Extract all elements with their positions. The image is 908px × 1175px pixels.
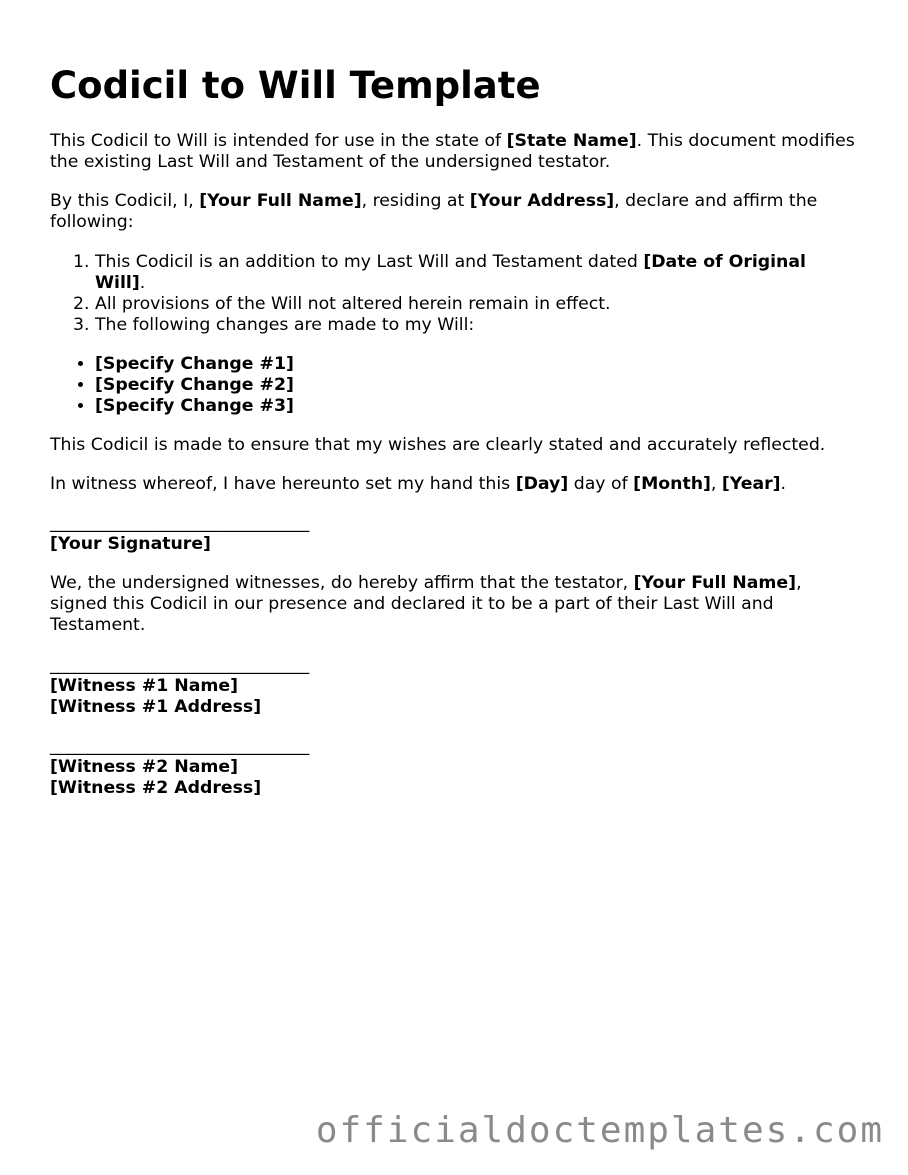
change-1-placeholder: [Specify Change #1] bbox=[95, 354, 294, 374]
signature-line: ______________________________ bbox=[50, 655, 310, 675]
witness-1-name: [Witness #1 Name] bbox=[50, 676, 239, 696]
signature-line: ______________________________ bbox=[50, 736, 310, 756]
list-item bbox=[95, 354, 294, 375]
list-item bbox=[95, 252, 860, 294]
item1-text: This Codicil is an addition to my Last Will and Testament dated bbox=[95, 252, 644, 272]
site-watermark: officialdoctemplates.com bbox=[315, 1110, 884, 1151]
affirmation-paragraph bbox=[50, 573, 860, 636]
declaration-text-2: , residing at bbox=[361, 191, 470, 211]
month-placeholder: [Month] bbox=[633, 474, 711, 494]
testator-signature-block bbox=[50, 513, 309, 555]
list-item bbox=[95, 396, 294, 417]
declaration-text-1: By this Codicil, I, bbox=[50, 191, 200, 211]
affirmation-text-2: , signed this Codicil in our presence and declared it to be a part of their Last Will and Testament. bbox=[50, 573, 802, 635]
purpose-paragraph: This Codicil is made to ensure that my wishes are clearly stated and accurately reflected. bbox=[50, 435, 826, 455]
declaration-paragraph bbox=[50, 191, 860, 233]
witness-2-address: [Witness #2 Address] bbox=[50, 778, 262, 798]
witness-clause-text-4: . bbox=[780, 474, 787, 494]
signature-label: [Your Signature] bbox=[50, 534, 211, 554]
full-name-placeholder: [Your Full Name] bbox=[199, 191, 362, 211]
list-item: 2. All provisions of the Will not altered herein remain in effect. bbox=[95, 294, 860, 315]
declaration-text-3: , declare and affirm the following: bbox=[50, 191, 818, 232]
year-placeholder: [Year] bbox=[721, 474, 781, 494]
witness-2-block bbox=[50, 736, 309, 799]
page-title: Codicil to Will Template bbox=[50, 64, 541, 107]
affirmation-text-1: We, the undersigned witnesses, do hereby affirm that the testator, bbox=[50, 573, 634, 593]
address-placeholder: [Your Address] bbox=[469, 191, 615, 211]
witness-clause-paragraph bbox=[50, 474, 786, 495]
signature-line: ______________________________ bbox=[50, 513, 310, 533]
witness-1-address: [Witness #1 Address] bbox=[50, 697, 262, 717]
intro-text-2: . This document modifies the existing Last Will and Testament of the undersigned testator. bbox=[50, 131, 855, 172]
witness-2-name: [Witness #2 Name] bbox=[50, 757, 239, 777]
intro-paragraph bbox=[50, 131, 860, 173]
witness-1-block bbox=[50, 655, 309, 718]
witness-clause-text-1: In witness whereof, I have hereunto set my hand this bbox=[50, 474, 516, 494]
change-3-placeholder: [Specify Change #3] bbox=[95, 396, 294, 416]
witness-clause-text-3: , bbox=[710, 474, 722, 494]
list-item: 3. The following changes are made to my Will: bbox=[95, 315, 860, 336]
state-name-placeholder: [State Name] bbox=[506, 131, 637, 151]
day-placeholder: [Day] bbox=[515, 474, 569, 494]
item1-end: . bbox=[139, 273, 146, 293]
testator-name-placeholder: [Your Full Name] bbox=[633, 573, 797, 593]
original-will-date-placeholder: [Date of Original Will] bbox=[95, 252, 806, 293]
change-2-placeholder: [Specify Change #2] bbox=[95, 375, 294, 395]
intro-text-1: This Codicil to Will is intended for use in the state of bbox=[50, 131, 507, 151]
changes-list bbox=[50, 354, 294, 417]
witness-clause-text-2: day of bbox=[568, 474, 634, 494]
list-item bbox=[95, 375, 294, 396]
numbered-list bbox=[50, 252, 860, 336]
